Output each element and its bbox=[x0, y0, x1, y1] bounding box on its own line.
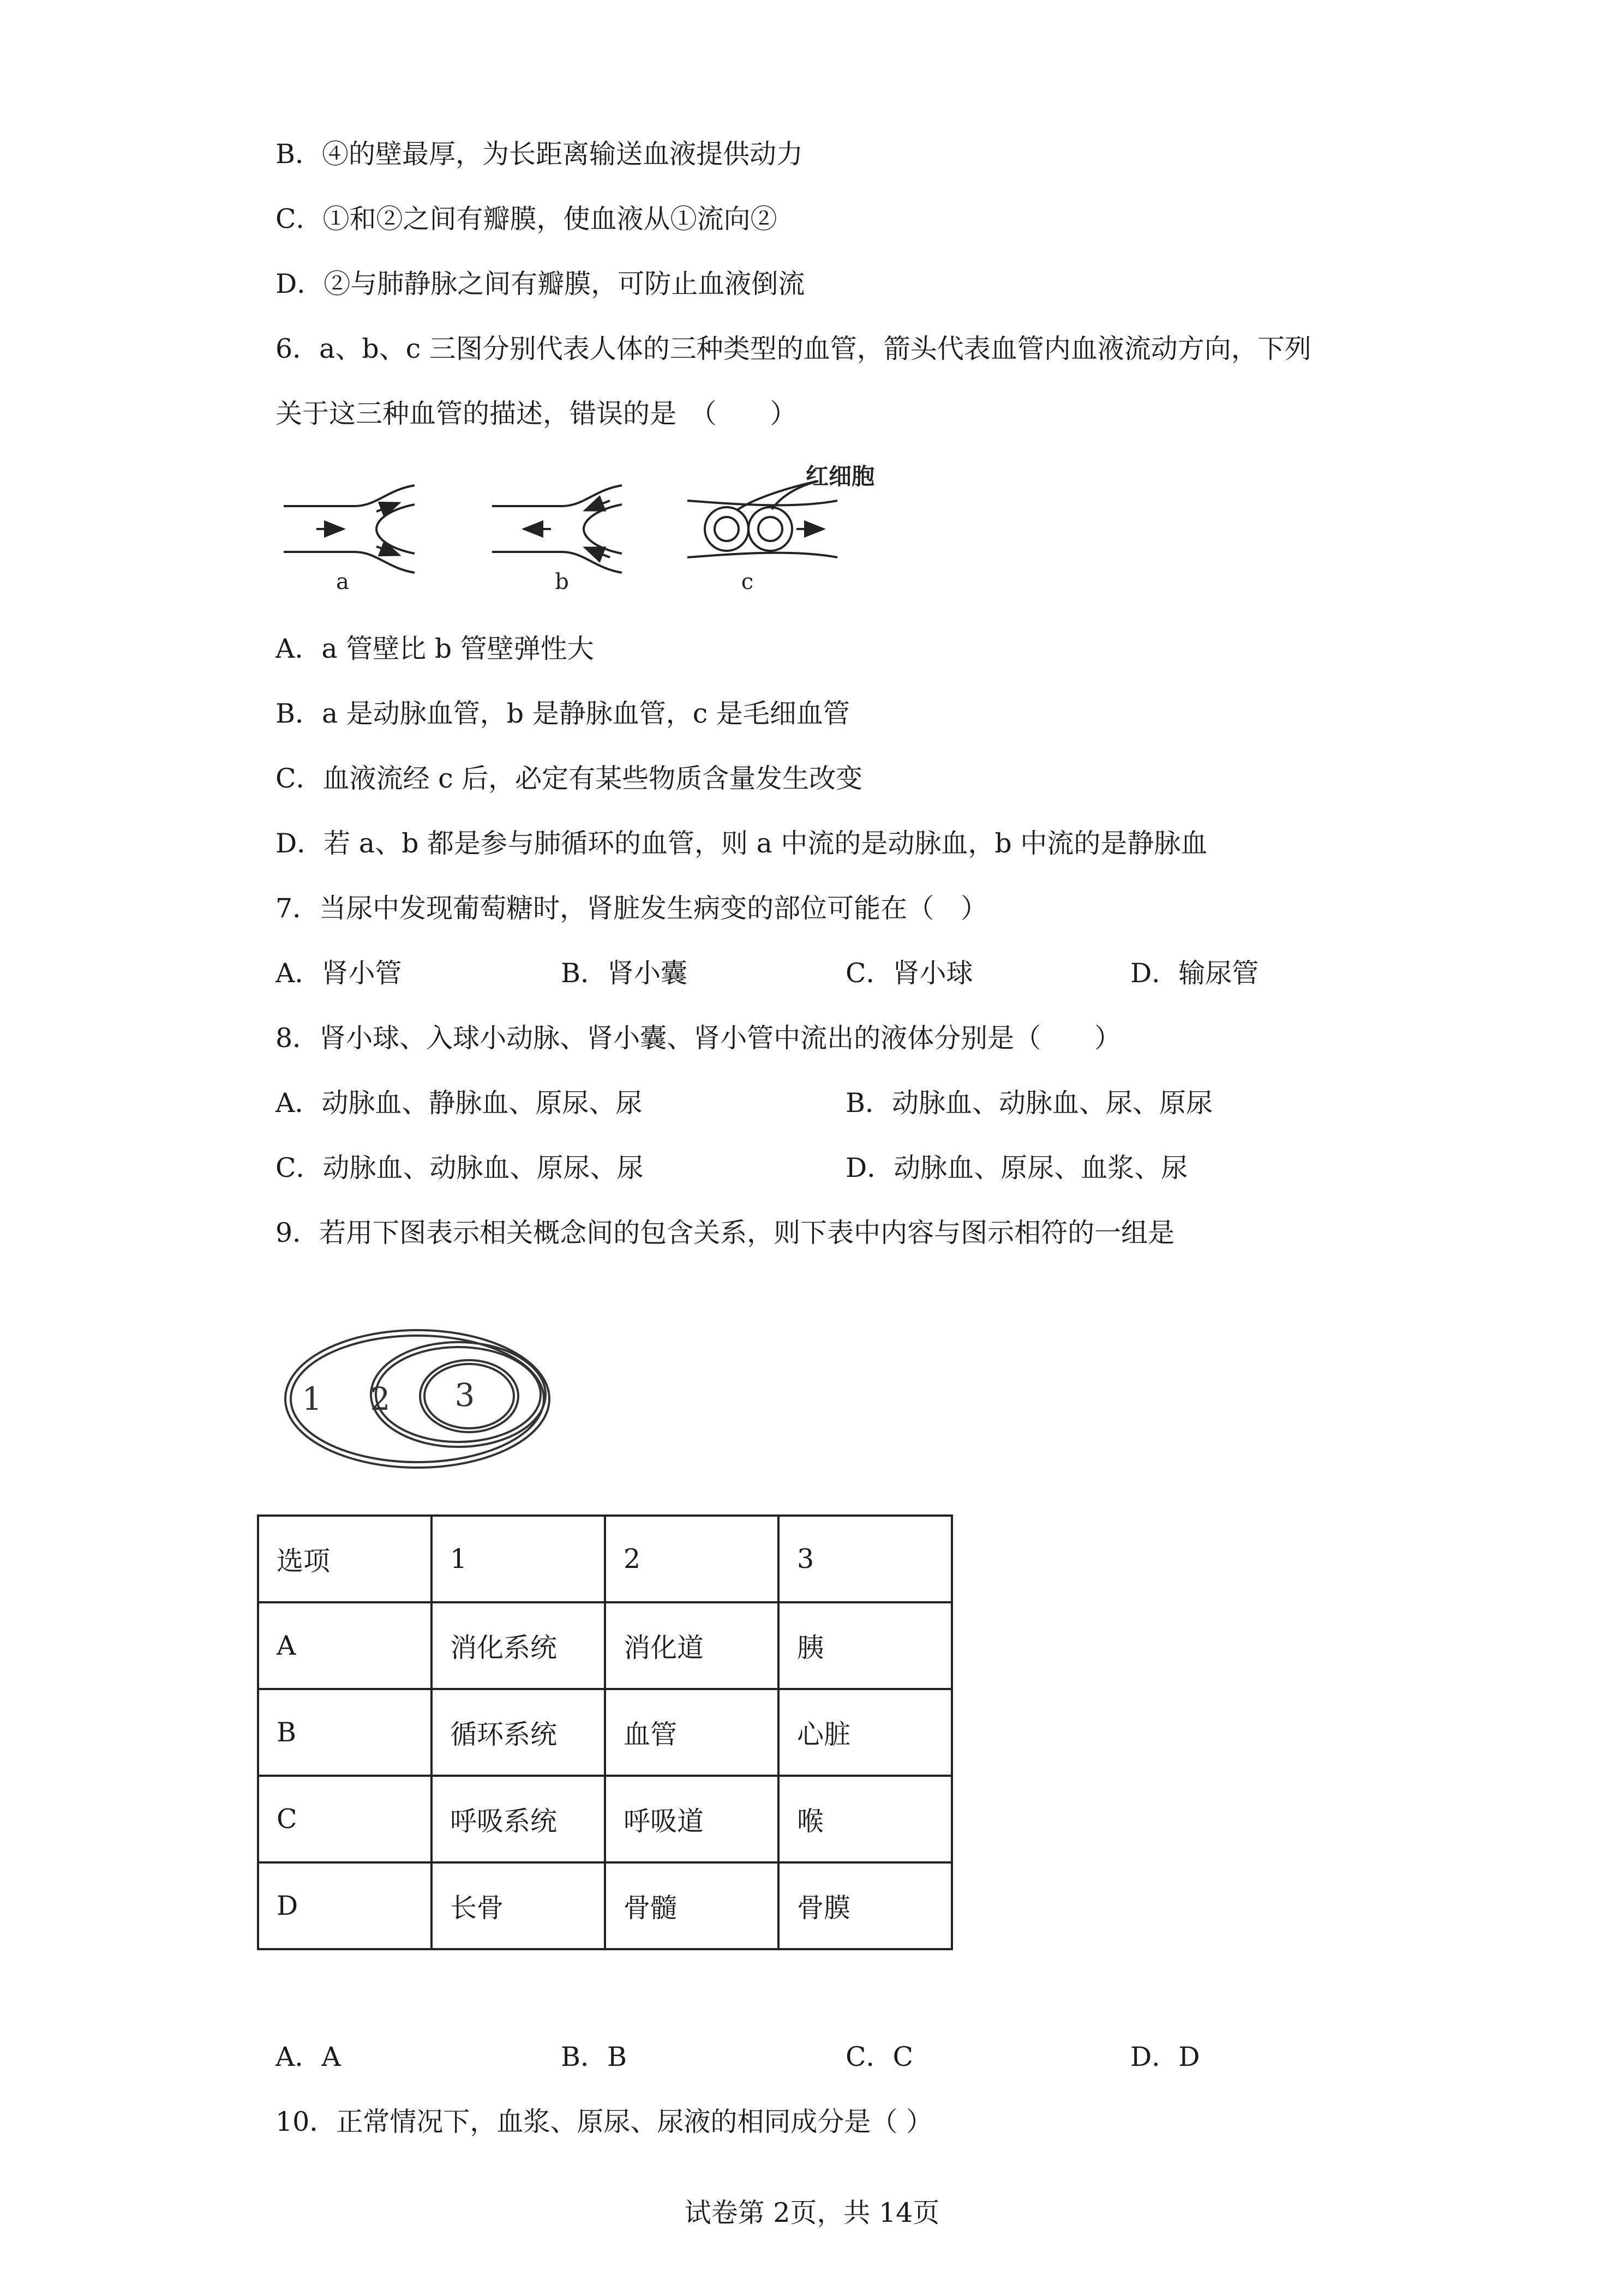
q5-option-c: C．①和②之间有瓣膜，使血液从①流向② bbox=[275, 203, 777, 235]
table-cell: 骨膜 bbox=[778, 1862, 952, 1949]
q10-stem: 10．正常情况下，血浆、原尿、尿液的相同成分是（ ） bbox=[275, 2106, 933, 2137]
table-cell: A bbox=[258, 1602, 432, 1689]
table-cell: 胰 bbox=[778, 1602, 952, 1689]
q8-stem: 8．肾小球、入球小动脉、肾小囊、肾小管中流出的液体分别是（ ） bbox=[275, 1023, 1122, 1054]
vessel-a-label: a bbox=[336, 569, 349, 594]
q6-option-a: A．a 管壁比 b 管壁弹性大 bbox=[275, 633, 594, 664]
table-row bbox=[258, 1776, 952, 1862]
table-cell: C bbox=[258, 1776, 432, 1862]
q9-option-c: C．C bbox=[846, 2041, 913, 2072]
table-header-cell: 1 bbox=[432, 1516, 605, 1602]
vessel-b-label: b bbox=[555, 569, 569, 594]
table-cell: 长骨 bbox=[432, 1862, 605, 1949]
table-header-cell: 2 bbox=[605, 1516, 778, 1602]
table-header-cell: 3 bbox=[778, 1516, 952, 1602]
q9-option-a: A．A bbox=[275, 2041, 341, 2072]
q7-option-a: A．肾小管 bbox=[275, 958, 402, 989]
table-cell: 心脏 bbox=[778, 1689, 952, 1776]
q7-option-b: B．肾小囊 bbox=[561, 958, 688, 989]
q9-option-d: D．D bbox=[1130, 2041, 1200, 2072]
q6-option-c: C．血液流经 c 后，必定有某些物质含量发生改变 bbox=[275, 763, 863, 794]
q7-stem: 7．当尿中发现葡萄糖时，肾脏发生病变的部位可能在（ ） bbox=[275, 893, 988, 924]
red-blood-cell-label: 红细胞 bbox=[805, 463, 875, 490]
q9-nested-ellipses bbox=[278, 1320, 562, 1483]
q6-vessel-figure bbox=[273, 458, 884, 600]
table-header-row bbox=[258, 1516, 952, 1602]
table-cell: 循环系统 bbox=[432, 1689, 605, 1776]
q6-stem-line2: 关于这三种血管的描述，错误的是 （ ） bbox=[275, 398, 797, 429]
q8-option-a: A．动脉血、静脉血、原尿、尿 bbox=[275, 1087, 643, 1119]
q5-option-d: D．②与肺静脉之间有瓣膜，可防止血液倒流 bbox=[275, 268, 805, 299]
table-cell: 呼吸系统 bbox=[432, 1776, 605, 1862]
diagram-label-2: 2 bbox=[370, 1380, 391, 1417]
table-row bbox=[258, 1602, 952, 1689]
page-footer: 试卷第 2页，共 14页 bbox=[684, 2197, 940, 2228]
diagram-label-1: 1 bbox=[302, 1380, 322, 1417]
q6-option-d: D．若 a、b 都是参与肺循环的血管，则 a 中流的是动脉血，b 中流的是静脉血 bbox=[275, 828, 1208, 859]
q5-option-b: B．④的壁最厚，为长距离输送血液提供动力 bbox=[275, 139, 804, 170]
vessel-a bbox=[284, 485, 415, 573]
table-cell: 骨髓 bbox=[605, 1862, 778, 1949]
q8-option-b: B．动脉血、动脉血、尿、原尿 bbox=[846, 1087, 1213, 1119]
q7-option-d: D．输尿管 bbox=[1130, 958, 1259, 989]
table-header-cell: 选项 bbox=[258, 1516, 432, 1602]
q8-option-d: D．动脉血、原尿、血浆、尿 bbox=[846, 1152, 1188, 1183]
table-cell: 血管 bbox=[605, 1689, 778, 1776]
table-cell: 喉 bbox=[778, 1776, 952, 1862]
table-cell: 呼吸道 bbox=[605, 1776, 778, 1862]
table-row bbox=[258, 1862, 952, 1949]
vessel-c bbox=[687, 481, 837, 557]
q7-option-c: C．肾小球 bbox=[846, 958, 973, 989]
table-cell: 消化系统 bbox=[432, 1602, 605, 1689]
diagram-label-3: 3 bbox=[454, 1377, 475, 1414]
q9-stem: 9．若用下图表示相关概念间的包含关系，则下表中内容与图示相符的一组是 bbox=[275, 1217, 1175, 1248]
table-row bbox=[258, 1689, 952, 1776]
q6-stem-line1: 6．a、b、c 三图分别代表人体的三种类型的血管，箭头代表血管内血液流动方向，下列 bbox=[275, 333, 1311, 364]
vessel-b bbox=[492, 485, 622, 573]
table-cell: 消化道 bbox=[605, 1602, 778, 1689]
table-cell: D bbox=[258, 1862, 432, 1949]
q9-table bbox=[257, 1514, 953, 1950]
vessel-c-label: c bbox=[741, 569, 754, 594]
q9-option-b: B．B bbox=[561, 2041, 627, 2072]
table-cell: B bbox=[258, 1689, 432, 1776]
q6-option-b: B．a 是动脉血管，b 是静脉血管，c 是毛细血管 bbox=[275, 698, 850, 729]
q8-option-c: C．动脉血、动脉血、原尿、尿 bbox=[275, 1152, 644, 1183]
